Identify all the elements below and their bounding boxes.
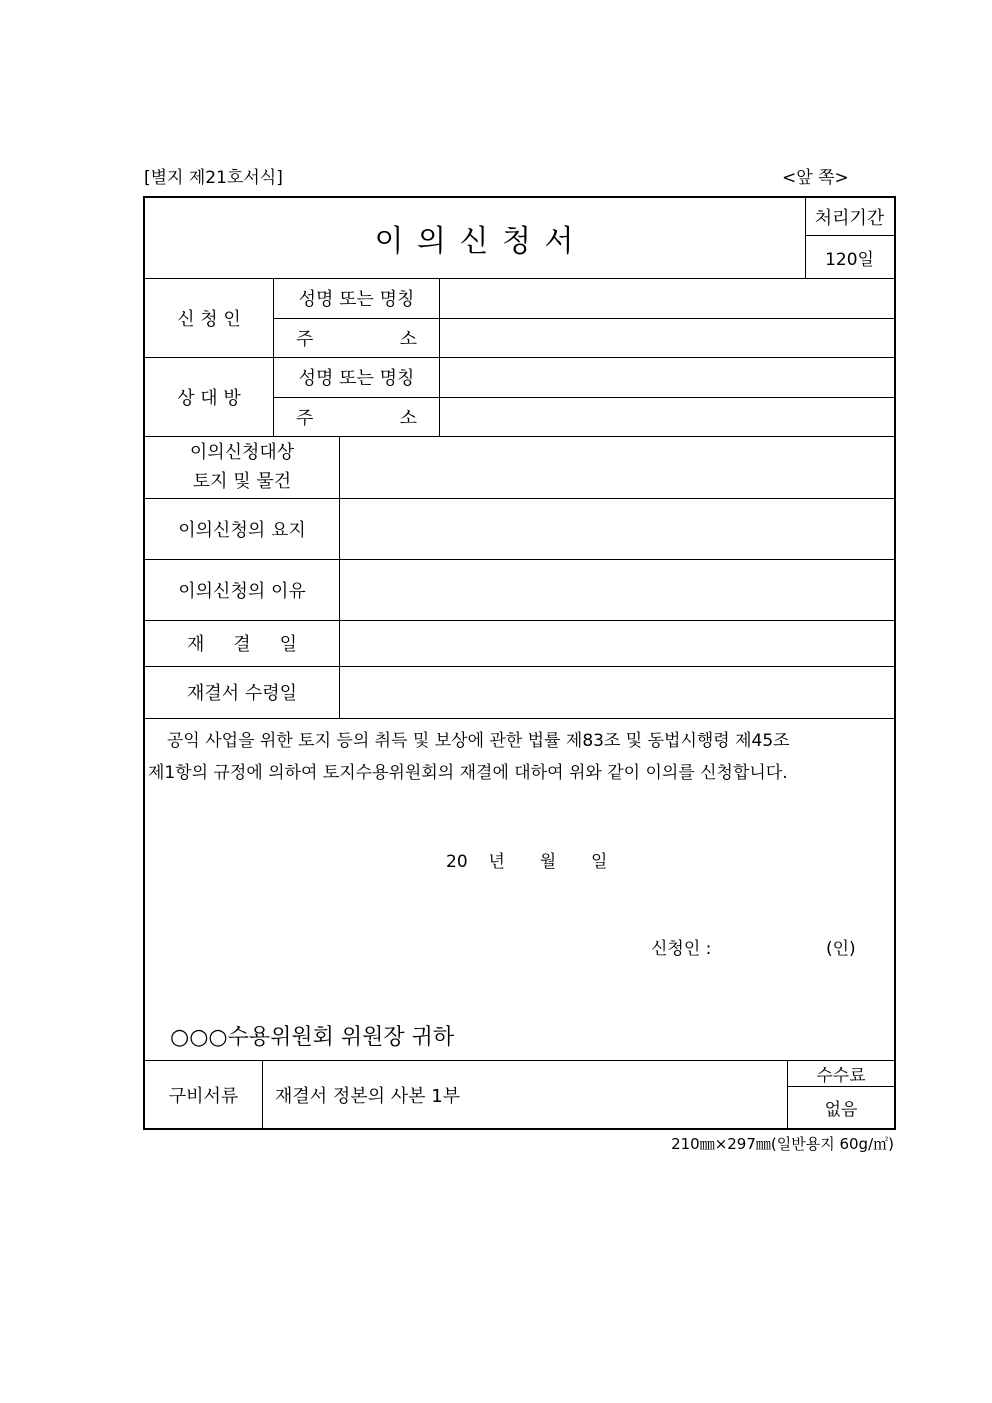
objection-reason-field[interactable] <box>340 559 894 620</box>
target-line-2: 토지 및 물건 <box>192 471 292 492</box>
form-number: [별지 제21호서식] <box>144 168 283 188</box>
fee-label: 수수료 <box>816 1066 866 1086</box>
seal-mark: (인) <box>826 939 856 959</box>
applicant-address-field[interactable] <box>440 318 894 357</box>
objection-reason-label: 이의신청의 이유 <box>178 580 306 602</box>
day-label: 일 <box>590 852 608 872</box>
required-docs-value: 재결서 정본의 사본 1부 <box>275 1085 461 1107</box>
address-char-2: 소 <box>399 328 417 350</box>
addressee: ○○○수용위원회 위원장 귀하 <box>170 1025 455 1050</box>
address-char-1: 주 <box>296 328 314 350</box>
decision-date-label <box>145 620 339 666</box>
month-label: 월 <box>539 852 557 872</box>
applicant-address-label <box>274 318 439 357</box>
counterparty-label: 상 대 방 <box>177 387 241 409</box>
objection-target-label <box>145 436 339 498</box>
paper-spec: 210㎜×297㎜(일반용지 60g/㎡) <box>671 1135 894 1153</box>
year-prefix: 20 <box>446 852 468 872</box>
objection-gist-label: 이의신청의 요지 <box>178 519 306 541</box>
receipt-date-label: 재결서 수령일 <box>186 683 298 704</box>
decision-date-char-1: 재 <box>187 634 205 655</box>
address-char-1: 주 <box>296 407 314 429</box>
decision-date-char-3: 일 <box>279 634 297 655</box>
processing-period-label: 처리기간 <box>814 207 885 229</box>
counterparty-address-field[interactable] <box>440 397 894 436</box>
signer-label: 신청인 : <box>651 939 712 959</box>
address-char-2: 소 <box>399 407 417 429</box>
year-label: 년 <box>488 852 505 872</box>
date-line <box>446 847 607 872</box>
objection-target-field[interactable] <box>340 436 894 498</box>
objection-gist-field[interactable] <box>340 498 894 559</box>
counterparty-address-label <box>274 397 439 436</box>
fee-value: 없음 <box>824 1100 858 1120</box>
target-line-1: 이의신청대상 <box>189 442 295 463</box>
decision-date-char-2: 결 <box>233 634 251 655</box>
applicant-name-field[interactable] <box>440 278 894 318</box>
page-side-label: <앞 쪽> <box>782 168 849 188</box>
required-docs-label: 구비서류 <box>168 1085 239 1107</box>
counterparty-name-field[interactable] <box>440 357 894 397</box>
receipt-date-field[interactable] <box>340 666 894 718</box>
statement-line-2: 제1항의 규정에 의하여 토지수용위원회의 재결에 대하여 위와 같이 이의를 신청합니다. <box>148 763 788 783</box>
processing-period-value: 120일 <box>825 249 874 270</box>
form-title: 이 의 신 청 서 <box>374 224 576 259</box>
applicant-label: 신 청 인 <box>177 308 241 330</box>
applicant-name-label: 성명 또는 명칭 <box>298 289 415 310</box>
counterparty-name-label: 성명 또는 명칭 <box>298 368 415 389</box>
decision-date-field[interactable] <box>340 620 894 666</box>
statement-line-1: 공익 사업을 위한 토지 등의 취득 및 보상에 관한 법률 제83조 및 동법시행령 제45조 <box>167 731 790 751</box>
